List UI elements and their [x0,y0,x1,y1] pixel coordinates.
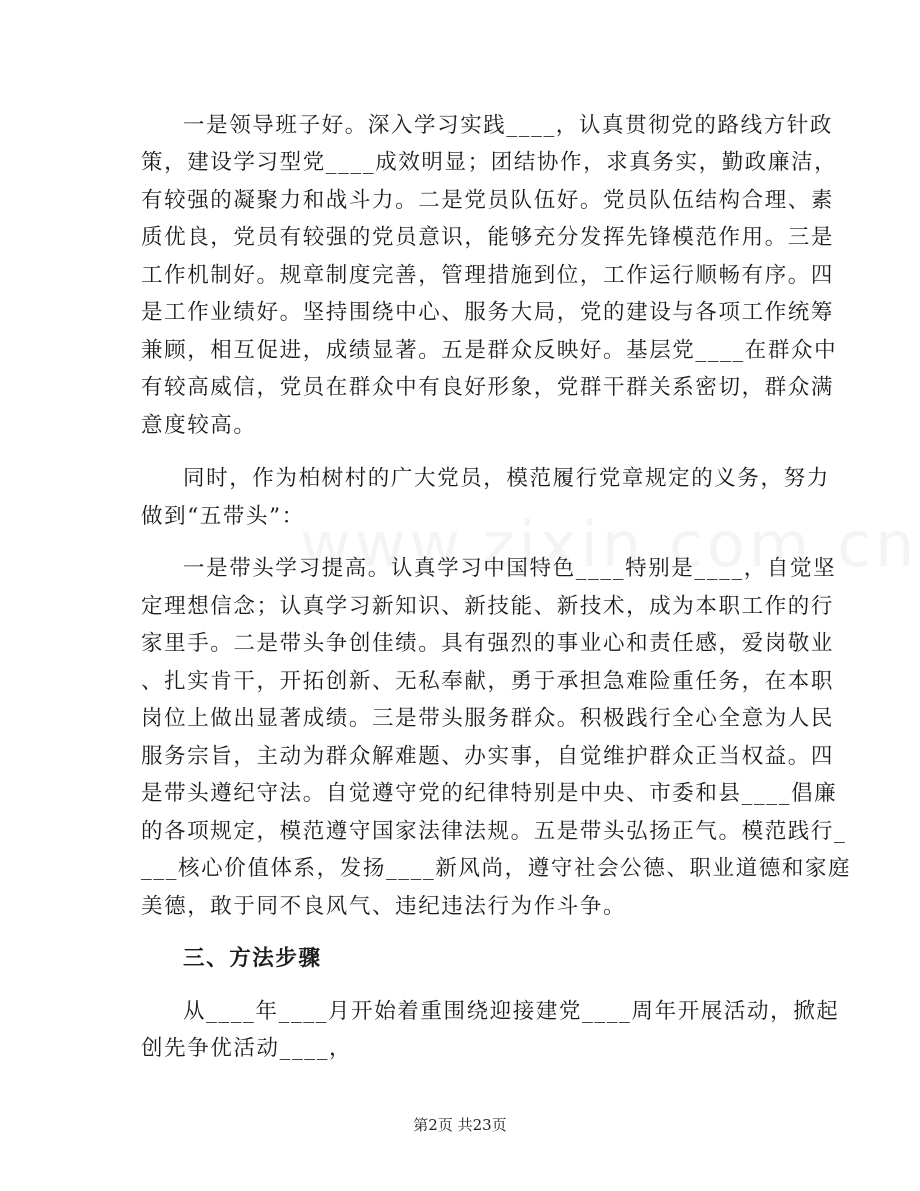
paragraph-line: 岗位上做出显著成绩。三是带头服务群众。积极践行全心全意为人民 [141,706,835,731]
page-number: 第2页 共23页 [413,1116,507,1134]
paragraph-line: 一是带头学习提高。认真学习中国特色____特别是____，自觉坚 [183,556,837,581]
paragraph-line: 从____年____月开始着重围绕迎接建党____周年开展活动，掀起 [183,999,840,1024]
paragraph-line: 做到“五带头”： [141,504,305,529]
paragraph-line: 工作机制好。规章制度完善，管理措施到位，工作运行顺畅有序。四 [141,263,835,288]
paragraph-line: 是带头遵纪守法。自觉遵守党的纪律特别是中央、市委和县____倡廉 [141,781,838,806]
paragraph-line: 策，建设学习型党____成效明显；团结协作，求真务实，勤政廉洁， [141,150,838,175]
paragraph-line: 创先争优活动____， [141,1036,353,1061]
paragraph-line: 意度较高。 [141,413,257,438]
paragraph-line: ___核心价值体系，发扬____新风尚，遵守社会公德、职业道德和家庭 [141,856,852,881]
paragraph-line: 的各项规定，模范遵守国家法律法规。五是带头弘扬正气。模范践行_ [141,819,847,844]
paragraph-line: 同时，作为柏树村的广大党员，模范履行党章规定的义务，努力 [183,466,830,491]
paragraph-line: 质优良，党员有较强的党员意识，能够充分发挥先锋模范作用。三是 [141,225,835,250]
paragraph-line: 、扎实肯干，开拓创新、无私奉献，勇于承担急难险重任务，在本职 [141,669,835,694]
paragraph-line: 一是领导班子好。深入学习实践____，认真贯彻党的路线方针政 [183,113,834,138]
paragraph-line: 有较高威信，党员在群众中有良好形象，党群干群关系密切，群众满 [141,375,835,400]
paragraph-line: 兼顾，相互促进，成绩显著。五是群众反映好。基层党____在群众中 [141,338,838,363]
paragraph-line: 服务宗旨，主动为群众解难题、办实事，自觉维护群众正当权益。四 [141,744,835,769]
section-heading: 三、方法步骤 [183,946,322,971]
paragraph-line: 家里手。二是带头争创佳绩。具有强烈的事业心和责任感，爱岗敬业 [141,631,835,656]
paragraph-line: 美德，敢于同不良风气、违纪违法行为作斗争。 [141,894,627,919]
paragraph-line: 是工作业绩好。坚持围绕中心、服务大局，党的建设与各项工作统筹 [141,300,835,325]
paragraph-line: 有较强的凝聚力和战斗力。二是党员队伍好。党员队伍结构合理、素 [141,188,835,213]
paragraph-line: 定理想信念；认真学习新知识、新技能、新技术，成为本职工作的行 [141,594,835,619]
